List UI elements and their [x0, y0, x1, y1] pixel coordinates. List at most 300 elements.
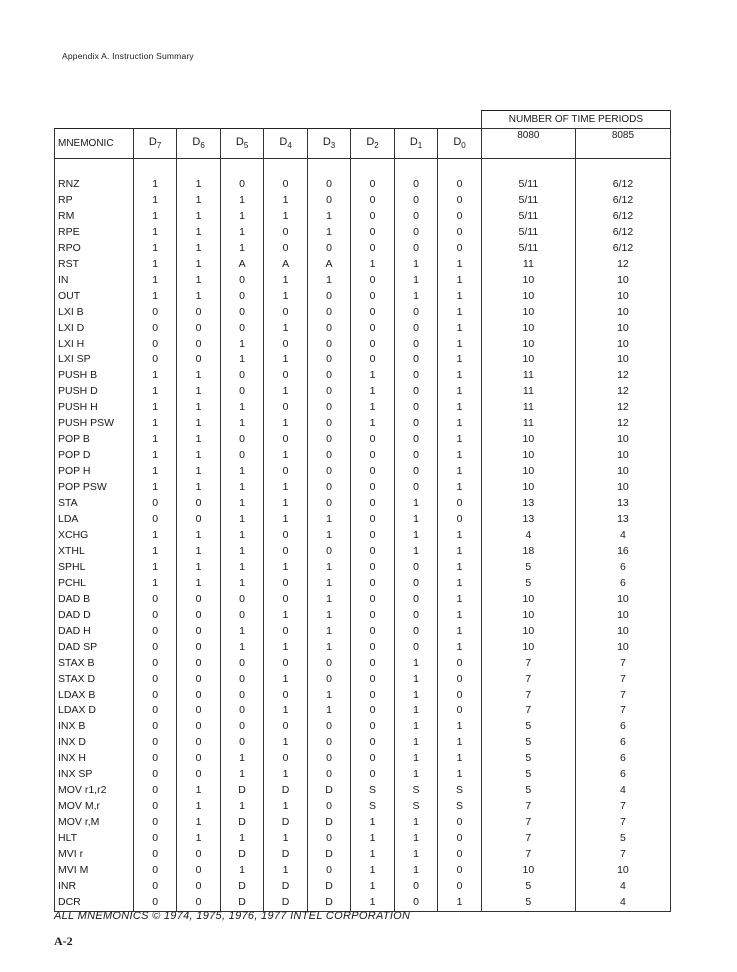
time-8080-cell: 10	[481, 592, 575, 608]
d2-bit-cell: S	[351, 783, 394, 799]
table-row	[55, 289, 671, 305]
d2-bit-cell: 0	[351, 592, 394, 608]
table-row	[55, 624, 671, 640]
mnemonic-cell: LXI SP	[55, 352, 134, 368]
header-spacer	[55, 111, 482, 129]
d0-bit-cell: 1	[438, 321, 482, 337]
d3-bit-cell: 1	[307, 640, 350, 656]
d0-bit-cell: 0	[438, 831, 482, 847]
time-8085-cell: 6	[575, 576, 670, 592]
time-8080-cell: 10	[481, 289, 575, 305]
d6-bit-cell: 1	[177, 225, 220, 241]
d2-bit-cell: 0	[351, 193, 394, 209]
d3-bit-cell: 1	[307, 225, 350, 241]
table-row	[55, 608, 671, 624]
d6-bit-cell: 0	[177, 337, 220, 353]
mnemonic-cell: XCHG	[55, 528, 134, 544]
d4-bit-cell: 0	[264, 656, 307, 672]
time-8080-cell: 5	[481, 560, 575, 576]
time-8080-cell: 7	[481, 815, 575, 831]
time-8080-cell: 11	[481, 257, 575, 273]
d5-bit-cell: 0	[220, 321, 263, 337]
d6-bit-cell: 1	[177, 368, 220, 384]
d7-bit-cell: 1	[133, 368, 176, 384]
table-row	[55, 688, 671, 704]
time-8085-cell: 10	[575, 640, 670, 656]
d3-bit-cell: 0	[307, 544, 350, 560]
d0-bit-cell: 1	[438, 305, 482, 321]
time-8085-header: 8085	[575, 129, 670, 159]
d1-bit-cell: 0	[394, 895, 437, 911]
mnemonic-cell: INX B	[55, 719, 134, 735]
table-row	[55, 719, 671, 735]
mnemonic-cell: XTHL	[55, 544, 134, 560]
time-8085-cell: 7	[575, 688, 670, 704]
d2-bit-cell: 1	[351, 847, 394, 863]
d0-bit-cell: 1	[438, 735, 482, 751]
d7-bit-cell: 1	[133, 209, 176, 225]
d0-bit-cell: 1	[438, 416, 482, 432]
d7-bit-cell: 0	[133, 831, 176, 847]
d4-bit-cell: 1	[264, 512, 307, 528]
table-row	[55, 368, 671, 384]
d6-bit-cell: 1	[177, 177, 220, 193]
d1-bit-cell: 0	[394, 879, 437, 895]
time-8080-cell: 18	[481, 544, 575, 560]
d4-bit-cell: 1	[264, 193, 307, 209]
d4-bit-cell: 1	[264, 273, 307, 289]
d6-bit-cell: 1	[177, 576, 220, 592]
d1-bit-cell: 1	[394, 544, 437, 560]
time-8085-cell: 10	[575, 448, 670, 464]
d2-bit-cell: 1	[351, 863, 394, 879]
page-number: A-2	[54, 934, 73, 948]
d0-bit-cell: 1	[438, 576, 482, 592]
mnemonic-cell: MOV r,M	[55, 815, 134, 831]
mnemonic-cell: SPHL	[55, 560, 134, 576]
d0-bit-cell: S	[438, 783, 482, 799]
d4-bit-cell: D	[264, 847, 307, 863]
d5-bit-cell: 1	[220, 496, 263, 512]
d6-bit-cell: 0	[177, 735, 220, 751]
d0-bit-cell: 0	[438, 241, 482, 257]
time-8080-cell: 5	[481, 895, 575, 911]
mnemonic-cell: DAD B	[55, 592, 134, 608]
d2-bit-cell: 0	[351, 305, 394, 321]
time-8080-cell: 5/11	[481, 241, 575, 257]
d5-bit-cell: 1	[220, 225, 263, 241]
d4-bit-cell: D	[264, 879, 307, 895]
d6-bit-cell: 0	[177, 719, 220, 735]
copyright-notice: ALL MNEMONICS © 1974, 1975, 1976, 1977 INTEL CORPORATION	[54, 910, 411, 922]
time-8080-cell: 5	[481, 751, 575, 767]
table-row	[55, 751, 671, 767]
d6-bit-cell: 0	[177, 592, 220, 608]
d1-bit-cell: 1	[394, 719, 437, 735]
d3-bit-cell: 0	[307, 305, 350, 321]
time-8080-cell: 13	[481, 512, 575, 528]
time-8085-cell: 4	[575, 528, 670, 544]
mnemonic-cell: RNZ	[55, 177, 134, 193]
d6-bit-cell: 1	[177, 273, 220, 289]
d7-bit-cell: 1	[133, 241, 176, 257]
d0-bit-cell: 1	[438, 432, 482, 448]
mnemonic-cell: PUSH PSW	[55, 416, 134, 432]
d0-bit-cell: 1	[438, 464, 482, 480]
mnemonic-cell: POP D	[55, 448, 134, 464]
d1-bit-cell: 0	[394, 177, 437, 193]
d3-bit-cell: D	[307, 815, 350, 831]
time-8085-cell: 10	[575, 321, 670, 337]
mnemonic-cell: PUSH H	[55, 400, 134, 416]
d5-bit-cell: 0	[220, 448, 263, 464]
d6-bit-cell: 1	[177, 544, 220, 560]
d2-bit-cell: 1	[351, 368, 394, 384]
d5-bit-cell: 0	[220, 608, 263, 624]
d4-bit-cell: 0	[264, 544, 307, 560]
d7-bit-cell: 0	[133, 815, 176, 831]
mnemonic-cell: LDAX B	[55, 688, 134, 704]
d3-bit-cell: D	[307, 783, 350, 799]
mnemonic-cell: MOV r1,r2	[55, 783, 134, 799]
table-row	[55, 321, 671, 337]
d5-bit-cell: 1	[220, 480, 263, 496]
d6-bit-cell: 1	[177, 384, 220, 400]
time-8080-cell: 10	[481, 480, 575, 496]
mnemonic-cell: STAX B	[55, 656, 134, 672]
d5-bit-cell: 0	[220, 592, 263, 608]
d6-bit-cell: 0	[177, 608, 220, 624]
d4-bit-cell: 0	[264, 241, 307, 257]
table-row	[55, 783, 671, 799]
d7-bit-cell: 1	[133, 257, 176, 273]
table-row	[55, 352, 671, 368]
time-8085-cell: 12	[575, 400, 670, 416]
d4-bit-cell: 1	[264, 384, 307, 400]
d1-bit-cell: 0	[394, 464, 437, 480]
d3-bit-cell: 0	[307, 496, 350, 512]
table-row	[55, 464, 671, 480]
d0-bit-cell: 0	[438, 177, 482, 193]
d4-bit-cell: 1	[264, 496, 307, 512]
d3-bit-cell: 0	[307, 480, 350, 496]
d6-bit-cell: 1	[177, 432, 220, 448]
d5-bit-cell: D	[220, 815, 263, 831]
d1-bit-cell: 0	[394, 337, 437, 353]
time-8085-cell: 10	[575, 352, 670, 368]
time-8085-cell: 6	[575, 560, 670, 576]
time-8080-cell: 5/11	[481, 193, 575, 209]
mnemonic-cell: DCR	[55, 895, 134, 911]
time-8085-cell: 4	[575, 895, 670, 911]
d5-bit-cell: 1	[220, 241, 263, 257]
d4-bit-cell: 0	[264, 576, 307, 592]
time-8085-cell: 12	[575, 384, 670, 400]
d5-bit-cell: 1	[220, 624, 263, 640]
d6-bit-cell: 0	[177, 895, 220, 911]
d6-bit-cell: 0	[177, 863, 220, 879]
d7-bit-cell: 0	[133, 592, 176, 608]
d6-bit-cell: 1	[177, 783, 220, 799]
d1-bit-cell: 0	[394, 560, 437, 576]
d5-bit-cell: 1	[220, 560, 263, 576]
time-8080-cell: 5	[481, 767, 575, 783]
table-row	[55, 193, 671, 209]
time-8085-cell: 10	[575, 305, 670, 321]
d2-bit-cell: 0	[351, 289, 394, 305]
d2-header: $D_2$	[351, 129, 394, 159]
d4-bit-cell: 1	[264, 863, 307, 879]
d7-bit-cell: 0	[133, 735, 176, 751]
d0-bit-cell: 0	[438, 193, 482, 209]
d7-bit-cell: 0	[133, 879, 176, 895]
d7-bit-cell: 0	[133, 656, 176, 672]
time-8080-cell: 10	[481, 273, 575, 289]
table-row	[55, 257, 671, 273]
mnemonic-cell: OUT	[55, 289, 134, 305]
d2-bit-cell: 0	[351, 177, 394, 193]
time-8080-cell: 7	[481, 672, 575, 688]
d0-bit-cell: 0	[438, 512, 482, 528]
d1-bit-cell: 0	[394, 624, 437, 640]
table-row	[55, 735, 671, 751]
time-8080-cell: 13	[481, 496, 575, 512]
d4-bit-cell: A	[264, 257, 307, 273]
time-8080-cell: 7	[481, 688, 575, 704]
time-8080-cell: 10	[481, 432, 575, 448]
time-8085-cell: 10	[575, 624, 670, 640]
time-8080-cell: 10	[481, 321, 575, 337]
d2-bit-cell: 0	[351, 209, 394, 225]
d1-bit-cell: 0	[394, 321, 437, 337]
d1-bit-cell: 1	[394, 528, 437, 544]
d2-bit-cell: 1	[351, 400, 394, 416]
d2-bit-cell: 0	[351, 576, 394, 592]
d2-bit-cell: 0	[351, 352, 394, 368]
d6-bit-cell: 1	[177, 799, 220, 815]
d7-bit-cell: 1	[133, 416, 176, 432]
d4-bit-cell: 1	[264, 321, 307, 337]
time-8085-cell: 12	[575, 257, 670, 273]
d5-bit-cell: 1	[220, 464, 263, 480]
time-8085-cell: 7	[575, 656, 670, 672]
time-8080-cell: 5	[481, 783, 575, 799]
table-row	[55, 384, 671, 400]
time-8080-cell: 5	[481, 719, 575, 735]
d5-bit-cell: 0	[220, 735, 263, 751]
d7-bit-cell: 0	[133, 337, 176, 353]
d7-bit-cell: 1	[133, 464, 176, 480]
d4-bit-cell: 0	[264, 432, 307, 448]
d6-bit-cell: 0	[177, 767, 220, 783]
d3-bit-cell: 0	[307, 289, 350, 305]
d4-bit-cell: D	[264, 783, 307, 799]
d7-bit-cell: 1	[133, 448, 176, 464]
time-8085-cell: 6	[575, 767, 670, 783]
d1-bit-cell: 1	[394, 496, 437, 512]
time-8085-cell: 7	[575, 672, 670, 688]
d0-bit-cell: 1	[438, 400, 482, 416]
d2-bit-cell: 0	[351, 656, 394, 672]
d1-bit-cell: 1	[394, 847, 437, 863]
d4-bit-cell: 0	[264, 368, 307, 384]
time-8085-cell: 7	[575, 847, 670, 863]
mnemonic-cell: POP H	[55, 464, 134, 480]
d4-bit-cell: 0	[264, 592, 307, 608]
mnemonic-cell: LDAX D	[55, 703, 134, 719]
mnemonic-cell: PUSH D	[55, 384, 134, 400]
d6-bit-cell: 1	[177, 289, 220, 305]
d2-bit-cell: 1	[351, 416, 394, 432]
table-row	[55, 241, 671, 257]
d0-bit-cell: 1	[438, 273, 482, 289]
d0-bit-cell: 1	[438, 751, 482, 767]
table-row	[55, 305, 671, 321]
time-8085-cell: 4	[575, 783, 670, 799]
d4-header: $D_4$	[264, 129, 307, 159]
d3-bit-cell: 0	[307, 735, 350, 751]
d4-bit-cell: 1	[264, 209, 307, 225]
table-row	[55, 273, 671, 289]
d2-bit-cell: 1	[351, 879, 394, 895]
d4-bit-cell: 0	[264, 177, 307, 193]
time-8085-cell: 6	[575, 719, 670, 735]
time-8080-cell: 5	[481, 879, 575, 895]
time-8085-cell: 7	[575, 799, 670, 815]
table-row	[55, 337, 671, 353]
time-8085-cell: 7	[575, 815, 670, 831]
d5-bit-cell: 0	[220, 368, 263, 384]
d0-bit-cell: 1	[438, 257, 482, 273]
d1-bit-cell: 1	[394, 672, 437, 688]
d2-bit-cell: 0	[351, 273, 394, 289]
table-row	[55, 512, 671, 528]
d0-bit-cell: 1	[438, 384, 482, 400]
mnemonic-cell: INX SP	[55, 767, 134, 783]
d6-bit-cell: 0	[177, 879, 220, 895]
d4-bit-cell: 1	[264, 352, 307, 368]
mnemonic-cell: PUSH B	[55, 368, 134, 384]
time-8085-cell: 10	[575, 592, 670, 608]
d7-bit-cell: 0	[133, 895, 176, 911]
d7-bit-cell: 1	[133, 193, 176, 209]
time-8085-cell: 13	[575, 512, 670, 528]
d3-bit-cell: 0	[307, 656, 350, 672]
mnemonic-cell: LXI D	[55, 321, 134, 337]
d0-bit-cell: 0	[438, 863, 482, 879]
mnemonic-cell: DAD H	[55, 624, 134, 640]
d3-bit-cell: 0	[307, 400, 350, 416]
mnemonic-cell: IN	[55, 273, 134, 289]
d6-bit-cell: 1	[177, 241, 220, 257]
d0-bit-cell: 1	[438, 608, 482, 624]
d7-bit-cell: 0	[133, 767, 176, 783]
d4-bit-cell: 0	[264, 464, 307, 480]
d5-bit-cell: 0	[220, 656, 263, 672]
d2-bit-cell: 0	[351, 448, 394, 464]
d7-bit-cell: 1	[133, 384, 176, 400]
d3-bit-cell: A	[307, 257, 350, 273]
d2-bit-cell: 0	[351, 767, 394, 783]
table-row	[55, 831, 671, 847]
d6-bit-cell: 1	[177, 416, 220, 432]
d1-bit-cell: 0	[394, 368, 437, 384]
d1-bit-cell: 1	[394, 289, 437, 305]
table-row	[55, 225, 671, 241]
d4-bit-cell: 0	[264, 305, 307, 321]
d3-bit-cell: 1	[307, 273, 350, 289]
mnemonic-cell: HLT	[55, 831, 134, 847]
d7-bit-cell: 0	[133, 783, 176, 799]
instruction-summary-table	[54, 110, 671, 912]
time-periods-header: NUMBER OF TIME PERIODS	[481, 111, 670, 129]
d5-bit-cell: 0	[220, 289, 263, 305]
d7-bit-cell: 1	[133, 544, 176, 560]
d5-bit-cell: 1	[220, 416, 263, 432]
table-row	[55, 560, 671, 576]
d4-bit-cell: 0	[264, 719, 307, 735]
d5-bit-cell: 1	[220, 193, 263, 209]
d7-bit-cell: 0	[133, 688, 176, 704]
d4-bit-cell: 1	[264, 416, 307, 432]
d1-bit-cell: 1	[394, 831, 437, 847]
d2-bit-cell: 0	[351, 735, 394, 751]
time-8085-cell: 10	[575, 863, 670, 879]
d2-bit-cell: 1	[351, 831, 394, 847]
d6-bit-cell: 1	[177, 209, 220, 225]
mnemonic-cell: RST	[55, 257, 134, 273]
d7-bit-cell: 0	[133, 751, 176, 767]
d0-bit-cell: 0	[438, 209, 482, 225]
d0-bit-cell: 1	[438, 448, 482, 464]
d6-bit-cell: 0	[177, 624, 220, 640]
time-8080-cell: 7	[481, 703, 575, 719]
d4-bit-cell: 1	[264, 672, 307, 688]
d1-bit-cell: 0	[394, 592, 437, 608]
time-8085-cell: 12	[575, 368, 670, 384]
d6-bit-cell: 0	[177, 321, 220, 337]
table-row	[55, 703, 671, 719]
d0-bit-cell: 1	[438, 289, 482, 305]
d2-bit-cell: 1	[351, 895, 394, 911]
d1-bit-cell: 0	[394, 608, 437, 624]
table-row	[55, 592, 671, 608]
d4-bit-cell: D	[264, 815, 307, 831]
mnemonic-cell: STAX D	[55, 672, 134, 688]
d0-bit-cell: 1	[438, 368, 482, 384]
d1-bit-cell: 0	[394, 209, 437, 225]
d7-bit-cell: 1	[133, 225, 176, 241]
d3-bit-cell: 0	[307, 799, 350, 815]
d0-bit-cell: 1	[438, 640, 482, 656]
time-8085-cell: 13	[575, 496, 670, 512]
time-8080-cell: 10	[481, 464, 575, 480]
spacer-row	[55, 159, 671, 178]
table-row	[55, 799, 671, 815]
time-8080-cell: 5/11	[481, 177, 575, 193]
d4-bit-cell: 1	[264, 448, 307, 464]
d7-bit-cell: 1	[133, 400, 176, 416]
d5-bit-cell: 0	[220, 432, 263, 448]
d4-bit-cell: D	[264, 895, 307, 911]
d7-header: $D_7$	[133, 129, 176, 159]
d3-bit-cell: 1	[307, 688, 350, 704]
d1-bit-cell: 1	[394, 656, 437, 672]
mnemonic-cell: PCHL	[55, 576, 134, 592]
d2-bit-cell: 0	[351, 225, 394, 241]
d5-bit-cell: 1	[220, 544, 263, 560]
d0-bit-cell: 0	[438, 847, 482, 863]
